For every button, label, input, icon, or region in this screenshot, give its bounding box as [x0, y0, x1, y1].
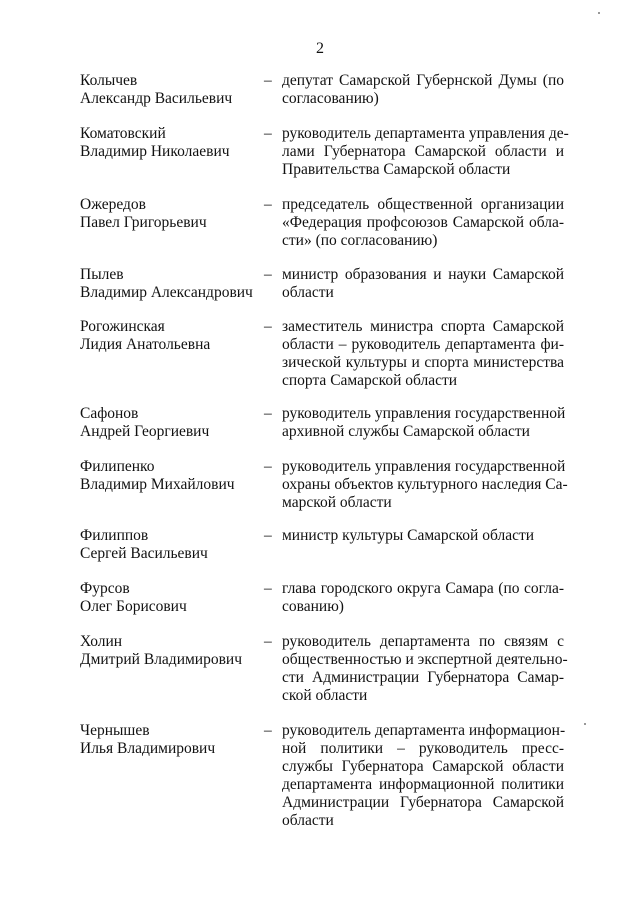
- member-position: [282, 318, 564, 390]
- position-line: области: [282, 812, 334, 829]
- member-name: [80, 722, 260, 758]
- page-number: 2: [316, 40, 324, 57]
- member-surname: Коматовский: [80, 125, 166, 142]
- member-surname: Холин: [80, 633, 123, 650]
- position-line: заместитель министра спорта Самарской: [282, 318, 564, 335]
- position-line: глава городского округа Самара (по согла-: [282, 580, 564, 597]
- position-line: депутат Самарской Губернской Думы (по: [282, 72, 564, 89]
- member-given-names: Владимир Николаевич: [80, 143, 230, 160]
- member-given-names: Дмитрий Владимирович: [80, 651, 243, 668]
- member-given-names: Андрей Георгиевич: [80, 423, 210, 440]
- member-surname: Чернышев: [80, 722, 150, 739]
- scan-speck: [598, 12, 600, 14]
- member-given-names: Сергей Васильевич: [80, 545, 208, 562]
- position-line: министр культуры Самарской области: [282, 527, 535, 544]
- position-line: области: [282, 284, 334, 301]
- member-name: [80, 266, 260, 302]
- member-position: [282, 633, 568, 705]
- dash-separator: –: [264, 580, 272, 597]
- member-position: [282, 458, 568, 512]
- dash-separator: –: [264, 125, 272, 142]
- position-line: зической культуры и спорта министерства: [282, 354, 564, 371]
- position-line: лами Губернатора Самарской области и: [282, 143, 564, 160]
- position-line: департамента информационной политики: [282, 776, 564, 793]
- position-line: области – руководитель департамента фи-: [282, 336, 564, 353]
- position-line: руководитель управления государственной: [282, 405, 566, 422]
- position-line: министр образования и науки Самарской: [282, 266, 564, 283]
- position-line: руководитель управления государственной: [282, 458, 566, 475]
- position-line: «Федерация профсоюзов Самарской обла-: [282, 214, 564, 231]
- dash-separator: –: [264, 458, 272, 475]
- member-name: [80, 72, 260, 108]
- position-line: Администрации Губернатора Самарской: [282, 794, 564, 811]
- member-surname: Сафонов: [80, 405, 139, 422]
- member-name: [80, 458, 260, 494]
- member-name: [80, 196, 260, 232]
- dash-separator: –: [264, 405, 272, 422]
- member-position: [282, 266, 564, 302]
- member-position: [282, 527, 564, 545]
- position-line: сти» (по согласованию): [282, 232, 438, 249]
- member-name: [80, 580, 260, 616]
- member-given-names: Павел Григорьевич: [80, 214, 207, 231]
- dash-separator: –: [264, 266, 272, 283]
- member-given-names: Илья Владимирович: [80, 740, 216, 757]
- position-line: охраны объектов культурного наследия Са-: [282, 476, 568, 493]
- member-given-names: Лидия Анатольевна: [80, 336, 211, 353]
- member-surname: Филиппов: [80, 527, 149, 544]
- member-surname: Ожередов: [80, 196, 146, 213]
- position-line: руководитель департамента по связям с: [282, 633, 564, 650]
- position-line: марской области: [282, 494, 392, 511]
- dash-separator: –: [264, 633, 272, 650]
- member-given-names: Александр Васильевич: [80, 90, 233, 107]
- member-position: [282, 722, 564, 830]
- member-surname: Пылев: [80, 266, 124, 283]
- scan-speck: [584, 723, 586, 725]
- member-name: [80, 405, 260, 441]
- dash-separator: –: [264, 527, 272, 544]
- member-position: [282, 196, 564, 250]
- position-line: архивной службы Самарской области: [282, 423, 530, 440]
- member-given-names: Олег Борисович: [80, 598, 187, 615]
- position-line: Правительства Самарской области: [282, 161, 511, 178]
- position-line: ной политики – руководитель пресс-: [282, 740, 564, 757]
- member-surname: Фурсов: [80, 580, 130, 597]
- position-line: согласованию): [282, 90, 379, 107]
- position-line: спорта Самарской области: [282, 372, 458, 389]
- position-line: службы Губернатора Самарской области: [282, 758, 564, 775]
- dash-separator: –: [264, 196, 272, 213]
- position-line: сованию): [282, 598, 344, 615]
- position-line: председатель общественной организации: [282, 196, 564, 213]
- member-position: [282, 580, 564, 616]
- position-line: ской области: [282, 687, 368, 704]
- member-name: [80, 633, 260, 669]
- dash-separator: –: [264, 72, 272, 89]
- position-line: сти Администрации Губернатора Самар-: [282, 669, 564, 686]
- member-given-names: Владимир Михайлович: [80, 476, 235, 493]
- member-surname: Рогожинская: [80, 318, 165, 335]
- position-line: общественностью и экспертной деятельно-: [282, 651, 568, 668]
- position-line: руководитель департамента управления де-: [282, 125, 569, 142]
- member-position: [282, 405, 564, 441]
- member-name: [80, 527, 260, 563]
- member-surname: Филипенко: [80, 458, 155, 475]
- member-position: [282, 125, 569, 179]
- member-position: [282, 72, 564, 108]
- member-given-names: Владимир Александрович: [80, 284, 253, 301]
- member-surname: Колычев: [80, 72, 138, 89]
- member-name: [80, 318, 260, 354]
- dash-separator: –: [264, 318, 272, 335]
- position-line: руководитель департамента информацион-: [282, 722, 566, 739]
- member-name: [80, 125, 260, 161]
- dash-separator: –: [264, 722, 272, 739]
